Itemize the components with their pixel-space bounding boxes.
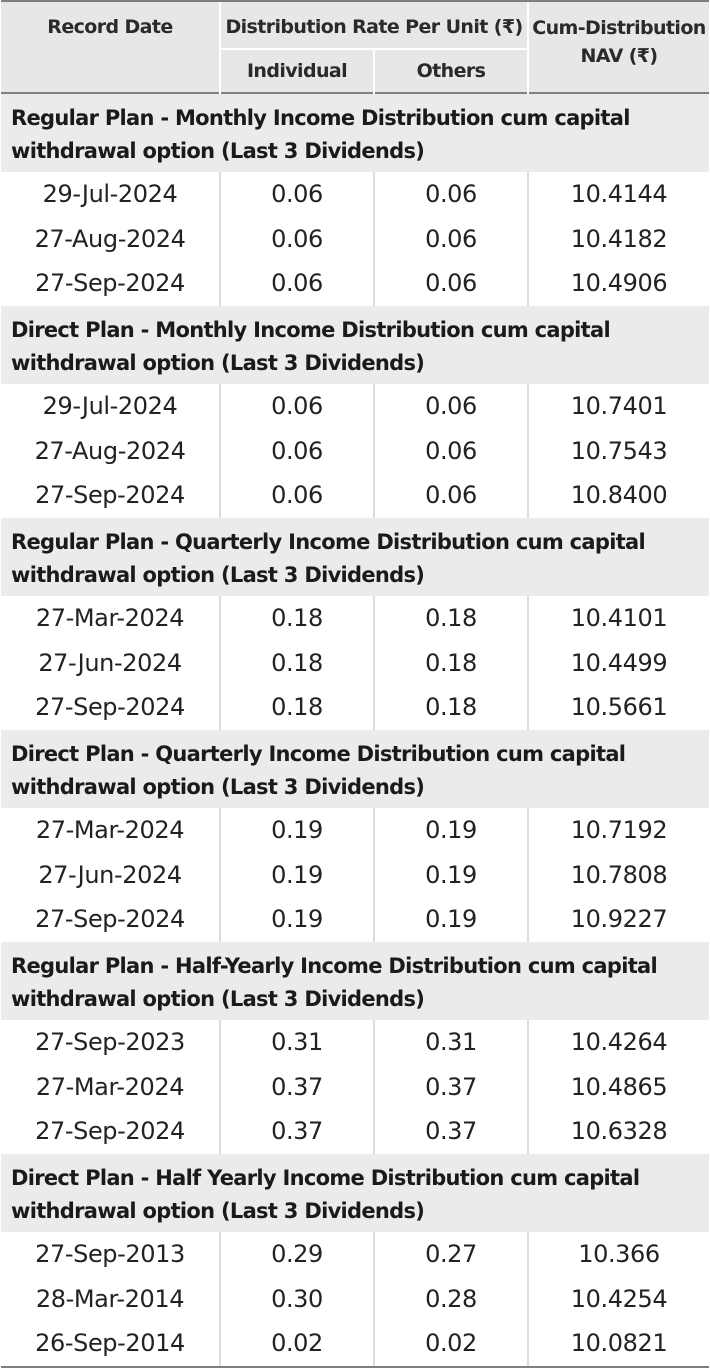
column-divider <box>373 1020 375 1154</box>
cell-rate-others: 0.06 <box>425 180 477 208</box>
cell-cum-nav: 10.4101 <box>570 603 668 632</box>
cell-rate-others: 0.18 <box>425 603 477 632</box>
table-row <box>1 1065 709 1110</box>
cell-record-date: 27-Sep-2023 <box>35 1027 185 1056</box>
cell-cum-nav: 10.4865 <box>570 1072 668 1101</box>
table-row <box>1 429 709 474</box>
cell-record-date: 27-Jun-2024 <box>38 860 182 889</box>
cell-record-date: 27-Mar-2024 <box>35 815 185 844</box>
cell-record-date: 27-Sep-2024 <box>35 481 185 510</box>
cell-rate-individual: 0.19 <box>271 860 323 889</box>
cell-cum-nav: 10.7543 <box>570 436 668 465</box>
cell-rate-others: 0.06 <box>425 481 477 510</box>
cell-rate-others: 0.28 <box>425 1284 477 1313</box>
cell-record-date: 27-Sep-2024 <box>35 693 185 722</box>
cell-record-date: 26-Sep-2014 <box>35 1329 185 1358</box>
table-body <box>1 94 709 1366</box>
cell-cum-nav: 10.4182 <box>570 224 668 253</box>
column-divider <box>373 808 375 942</box>
column-divider <box>527 596 529 730</box>
section-rows <box>1 808 709 942</box>
cell-rate-individual: 0.19 <box>271 905 323 934</box>
cell-cum-nav: 10.4264 <box>570 1027 668 1056</box>
cell-rate-individual: 0.18 <box>271 648 323 677</box>
cell-record-date: 28-Mar-2014 <box>35 1284 185 1313</box>
cell-rate-others: 0.19 <box>425 905 477 934</box>
cell-cum-nav: 10.4499 <box>570 648 668 677</box>
cell-record-date: 27-Sep-2024 <box>35 1117 185 1146</box>
cell-rate-others: 0.19 <box>425 860 477 889</box>
cell-cum-nav: 10.8400 <box>570 481 668 510</box>
cell-rate-individual: 0.19 <box>271 815 323 844</box>
cell-record-date: 27-Sep-2013 <box>35 1239 185 1268</box>
section-rows <box>1 384 709 518</box>
cell-rate-individual: 0.06 <box>271 224 323 253</box>
cell-rate-others: 0.18 <box>425 648 477 677</box>
table-row <box>1 473 709 518</box>
cell-record-date: 29-Jul-2024 <box>42 180 178 208</box>
cell-rate-individual: 0.02 <box>271 1329 323 1358</box>
cell-rate-individual: 0.06 <box>271 391 323 420</box>
cell-cum-nav: 10.9227 <box>570 905 668 934</box>
column-divider <box>527 808 529 942</box>
header-divider <box>373 50 375 94</box>
cell-cum-nav: 10.4906 <box>570 269 668 298</box>
cell-cum-nav: 10.7401 <box>570 391 668 420</box>
dividend-history-table <box>1 0 709 1368</box>
cell-rate-individual: 0.31 <box>271 1027 323 1056</box>
section-rows <box>1 1232 709 1366</box>
header-cum-nav: Cum-Distribution NAV (₹) <box>532 17 706 67</box>
table-row <box>1 641 709 686</box>
column-divider <box>373 172 375 306</box>
cell-rate-individual: 0.18 <box>271 693 323 722</box>
cell-record-date: 27-Mar-2024 <box>35 603 185 632</box>
table-row <box>1 1277 709 1322</box>
cell-rate-individual: 0.37 <box>271 1072 323 1101</box>
column-divider <box>219 808 221 942</box>
table-bottom-rule <box>1 1366 709 1368</box>
header-others: Others <box>416 60 486 82</box>
cell-rate-others: 0.06 <box>425 224 477 253</box>
header-record-date: Record Date <box>47 16 173 38</box>
cell-record-date: 27-Sep-2024 <box>35 269 185 298</box>
cell-rate-others: 0.02 <box>425 1329 477 1358</box>
cell-cum-nav: 10.6328 <box>570 1117 668 1146</box>
table-row <box>1 596 709 641</box>
table-row <box>1 1232 709 1277</box>
cell-rate-individual: 0.18 <box>271 603 323 632</box>
cell-record-date: 27-Aug-2024 <box>34 436 186 465</box>
section-title: Regular Plan - Quarterly Income Distribution cum capital withdrawal option (Last 3 Dividends) <box>1 518 709 596</box>
cell-rate-individual: 0.06 <box>271 436 323 465</box>
cell-cum-nav: 10.0821 <box>570 1329 668 1358</box>
column-divider <box>219 596 221 730</box>
cell-record-date: 27-Jun-2024 <box>38 648 182 677</box>
cell-rate-others: 0.27 <box>425 1239 477 1268</box>
section-rows <box>1 596 709 730</box>
cell-rate-others: 0.31 <box>425 1027 477 1056</box>
cell-record-date: 29-Jul-2024 <box>42 391 178 420</box>
cell-cum-nav: 10.4254 <box>570 1284 668 1313</box>
section-title: Direct Plan - Half Yearly Income Distribution cum capital withdrawal option (Last 3 Dividends) <box>1 1154 709 1232</box>
table-row <box>1 685 709 730</box>
column-divider <box>373 1232 375 1366</box>
cell-cum-nav: 10.7192 <box>570 815 668 844</box>
cell-rate-others: 0.37 <box>425 1072 477 1101</box>
cell-rate-individual: 0.06 <box>271 180 323 208</box>
column-divider <box>527 1020 529 1154</box>
column-divider <box>527 1232 529 1366</box>
cell-rate-others: 0.06 <box>425 436 477 465</box>
table-row <box>1 897 709 942</box>
column-divider <box>373 596 375 730</box>
table-row <box>1 384 709 429</box>
table-row <box>1 217 709 262</box>
cell-record-date: 27-Mar-2024 <box>35 1072 185 1101</box>
cell-rate-individual: 0.37 <box>271 1117 323 1146</box>
cell-cum-nav: 10.366 <box>578 1239 660 1268</box>
cell-rate-others: 0.19 <box>425 815 477 844</box>
header-individual: Individual <box>246 60 348 82</box>
column-divider <box>219 1232 221 1366</box>
column-divider <box>219 384 221 518</box>
cell-rate-others: 0.06 <box>425 391 477 420</box>
table-row <box>1 808 709 853</box>
section-title: Direct Plan - Quarterly Income Distribution cum capital withdrawal option (Last 3 Dividends) <box>1 730 709 808</box>
header-subrule <box>221 48 527 50</box>
section-title: Regular Plan - Half-Yearly Income Distribution cum capital withdrawal option (Last 3 Dividends) <box>1 942 709 1020</box>
header-divider <box>527 2 529 94</box>
column-divider <box>373 384 375 518</box>
column-divider <box>219 172 221 306</box>
cell-rate-others: 0.06 <box>425 269 477 298</box>
section-rows <box>1 1020 709 1154</box>
cell-record-date: 27-Aug-2024 <box>34 224 186 253</box>
cell-cum-nav: 10.7808 <box>570 860 668 889</box>
section-rows <box>1 172 709 306</box>
cell-record-date: 27-Sep-2024 <box>35 905 185 934</box>
table-row <box>1 261 709 306</box>
column-divider <box>527 384 529 518</box>
table-row <box>1 853 709 898</box>
cell-cum-nav: 10.4144 <box>570 180 668 208</box>
cell-rate-individual: 0.06 <box>271 481 323 510</box>
cell-rate-individual: 0.29 <box>271 1239 323 1268</box>
column-divider <box>219 1020 221 1154</box>
cell-rate-others: 0.18 <box>425 693 477 722</box>
table-row <box>1 1321 709 1366</box>
section-title: Direct Plan - Monthly Income Distribution cum capital withdrawal option (Last 3 Dividends) <box>1 306 709 384</box>
cell-rate-individual: 0.30 <box>271 1284 323 1313</box>
cell-cum-nav: 10.5661 <box>570 693 668 722</box>
cell-rate-others: 0.37 <box>425 1117 477 1146</box>
column-divider <box>527 172 529 306</box>
table-row <box>1 1020 709 1065</box>
table-row <box>1 172 709 217</box>
table-header <box>1 0 709 94</box>
header-distribution-rate: Distribution Rate Per Unit (₹) <box>225 16 523 38</box>
section-title: Regular Plan - Monthly Income Distribution cum capital withdrawal option (Last 3 Dividends) <box>1 94 709 172</box>
table-row <box>1 1109 709 1154</box>
cell-rate-individual: 0.06 <box>271 269 323 298</box>
